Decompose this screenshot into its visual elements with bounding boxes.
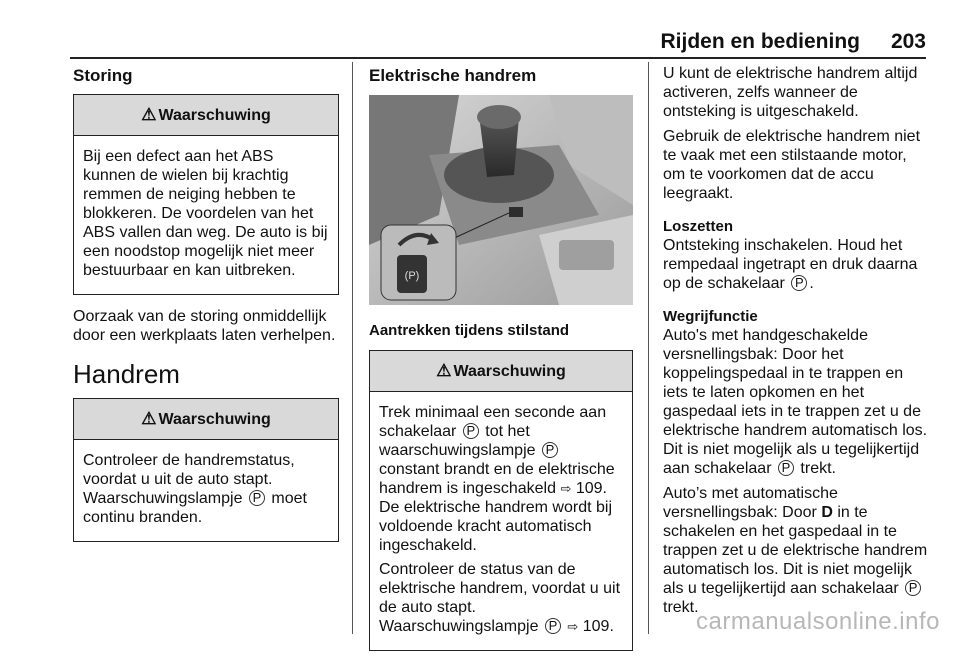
drive-away-heading: Wegrijfunctie [663, 308, 758, 325]
warning-text [379, 560, 624, 636]
parking-brake-icon: P [905, 580, 921, 596]
warning-box [73, 94, 339, 295]
paragraph [663, 326, 928, 478]
storing-text: Oorzaak van de storing onmiddellijk door een werkplaats laten verhelpen. [73, 308, 336, 344]
column-divider [648, 62, 649, 634]
paragraph-part: . [809, 275, 814, 292]
column-left [73, 66, 339, 554]
paragraph-part: Auto's met handgeschakelde versnellingsbak: Door het koppelingspedaal in te trappen en iets te laten opkomen en het gaspedaal iets in te trappen zet u de elektrische handrem automatisch los. Dit is niet mogelijk als u tegelijkertijd aan schakelaar [663, 327, 928, 477]
page-header [70, 24, 926, 54]
warning-body [370, 392, 632, 650]
warning-text-part: . [609, 618, 614, 635]
warning-text [83, 451, 330, 527]
storing-heading: Storing [73, 66, 133, 85]
warning-body [74, 136, 338, 294]
warning-title: Waarschuwing [453, 363, 566, 380]
column-middle [369, 66, 633, 663]
warning-text-part: Controleer de handremstatus, voordat u uit de auto stapt. Waarschuwingslampje [83, 452, 295, 507]
warning-title: Waarschuwing [158, 107, 271, 124]
parking-brake-icon: P [249, 490, 265, 506]
warning-header [370, 351, 632, 392]
header-rule [70, 57, 926, 59]
paragraph: Gebruik de elektrische handrem niet te vaak met een stilstaande motor, om te voorkomen dat de accu leegraakt. [663, 128, 921, 202]
warning-box [369, 350, 633, 651]
warning-text-part: tot het waarschuwingslampje [379, 423, 536, 459]
gear-label: D [821, 504, 833, 521]
warning-triangle-icon: ⚠ [141, 409, 157, 428]
parking-brake-icon: P [545, 618, 561, 634]
paragraph-part: Ontsteking inschakelen. Houd het rempedaal ingetrapt en druk daarna op de schakelaar [663, 237, 918, 292]
apply-subheading: Aantrekken tijdens stilstand [369, 322, 570, 339]
parking-brake-icon: P [778, 460, 794, 476]
page-reference-arrow-icon: ⇨ [567, 619, 579, 634]
paragraph: U kunt de elektrische handrem altijd activeren, zelfs wanneer de ontsteking is uitgeschakeld. [663, 65, 918, 120]
warning-text-part: Trek minimaal een seconde aan schakelaar [379, 404, 607, 440]
release-heading: Loszetten [663, 218, 734, 235]
warning-triangle-icon: ⚠ [141, 105, 157, 124]
svg-text:(P): (P) [404, 270, 420, 282]
console-illustration [369, 95, 633, 305]
warning-header [74, 95, 338, 136]
warning-triangle-icon: ⚠ [436, 361, 452, 380]
electric-handbrake-heading: Elektrische handrem [369, 66, 537, 85]
warning-text: Bij een defect aan het ABS kunnen de wielen bij krachtig remmen de neiging hebben te blokkeren. De voordelen van het ABS vallen dan weg. De auto is bij een noodstop mogelijk niet meer bestuurbaar en kan uitbreken. [83, 148, 328, 279]
paragraph-part: Auto’s met automatische versnellingsbak: Door [663, 485, 838, 521]
paragraph-part: in te schakelen en het gaspedaal in te trappen zet u de elektrische handrem automatisch los. Dit is niet mogelijk als u tegelijkertijd aan schakelaar [663, 504, 928, 597]
warning-header [74, 399, 338, 440]
page-reference[interactable]: 109 [582, 618, 610, 635]
column-divider [352, 62, 353, 634]
paragraph [663, 236, 928, 293]
console-photo [369, 95, 633, 305]
paragraph [663, 484, 928, 617]
page-number: 203 [890, 30, 926, 53]
parking-brake-icon: P [463, 423, 479, 439]
warning-text-part: moet continu branden. [83, 490, 307, 526]
warning-text-part: . De elektrische handrem wordt bij voldoende kracht automatisch ingeschakeld. [379, 480, 612, 554]
parking-brake-icon: P [791, 275, 807, 291]
section-title: Rijden en bediening [660, 30, 860, 53]
warning-title: Waarschuwing [158, 411, 271, 428]
watermark: carmanualsonline.info [696, 608, 940, 635]
warning-body [74, 440, 338, 541]
parking-brake-icon: P [542, 442, 558, 458]
page-reference[interactable]: 109 [575, 480, 603, 497]
column-right [663, 64, 928, 623]
warning-text-part: constant brandt en de elektrische handrem is ingeschakeld [379, 461, 615, 497]
warning-text-part: Controleer de status van de elektrische handrem, voordat u uit de auto stapt. Waarschuwingslampje [379, 561, 621, 635]
handrem-heading: Handrem [73, 359, 180, 389]
page-reference-arrow-icon: ⇨ [560, 481, 572, 496]
warning-text [379, 403, 624, 555]
warning-box [73, 398, 339, 542]
paragraph-part: trekt. [800, 460, 836, 477]
paragraph-part: trekt. [663, 599, 699, 616]
